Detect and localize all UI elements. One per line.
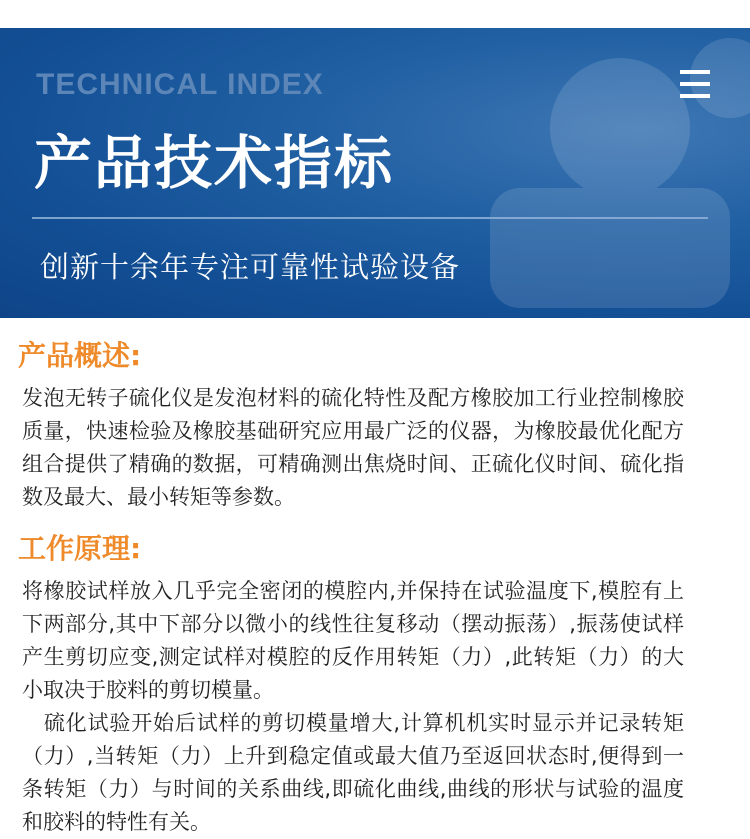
overview-heading: 产品概述: [18, 339, 142, 372]
overview-paragraph: 发泡无转子硫化仪是发泡材料的硫化特性及配方橡胶加工行业控制橡胶质量，快速检验及橡胶基础研究应用最广泛的仪器，为橡胶最优化配方组合提供了精确的数据，可精确测出焦烧时间、正硫化仪时间、硫化指数及最大、最小转矩等参数。 [22, 386, 684, 509]
slogan: 创新十余年专注可靠性试验设备 [40, 250, 461, 284]
principle-paragraph-1: 将橡胶试样放入几乎完全密闭的模腔内,并保持在试验温度下,模腔有上下两部分,其中下部分以微小的线性往复移动（摆动振荡）,振荡使试样产生剪切应变,测定试样对模腔的反作用转矩（力）,此转矩（力）的大小取决于胶料的剪切模量。 [22, 579, 684, 702]
principle-paragraph-2: 硫化试验开始后试样的剪切模量增大,计算机机实时显示并记录转矩（力）,当转矩（力）上升到稳定值或最大值乃至返回状态时,便得到一条转矩（力）与时间的关系曲线,即硫化曲线,曲线的形状与试验的温度和胶料的特性有关。 [22, 711, 684, 834]
page-title: 产品技术指标 [34, 129, 395, 197]
english-title: TECHNICAL INDEX [36, 68, 324, 101]
header-banner [0, 28, 750, 318]
hamburger-menu-icon[interactable] [680, 70, 710, 98]
menu-line [680, 82, 710, 86]
menu-line [680, 94, 710, 98]
principle-body [0, 575, 706, 839]
top-bar [0, 0, 750, 28]
overview-body [0, 382, 706, 514]
principle-heading: 工作原理: [18, 532, 142, 565]
menu-line [680, 70, 710, 74]
divider [32, 217, 708, 219]
